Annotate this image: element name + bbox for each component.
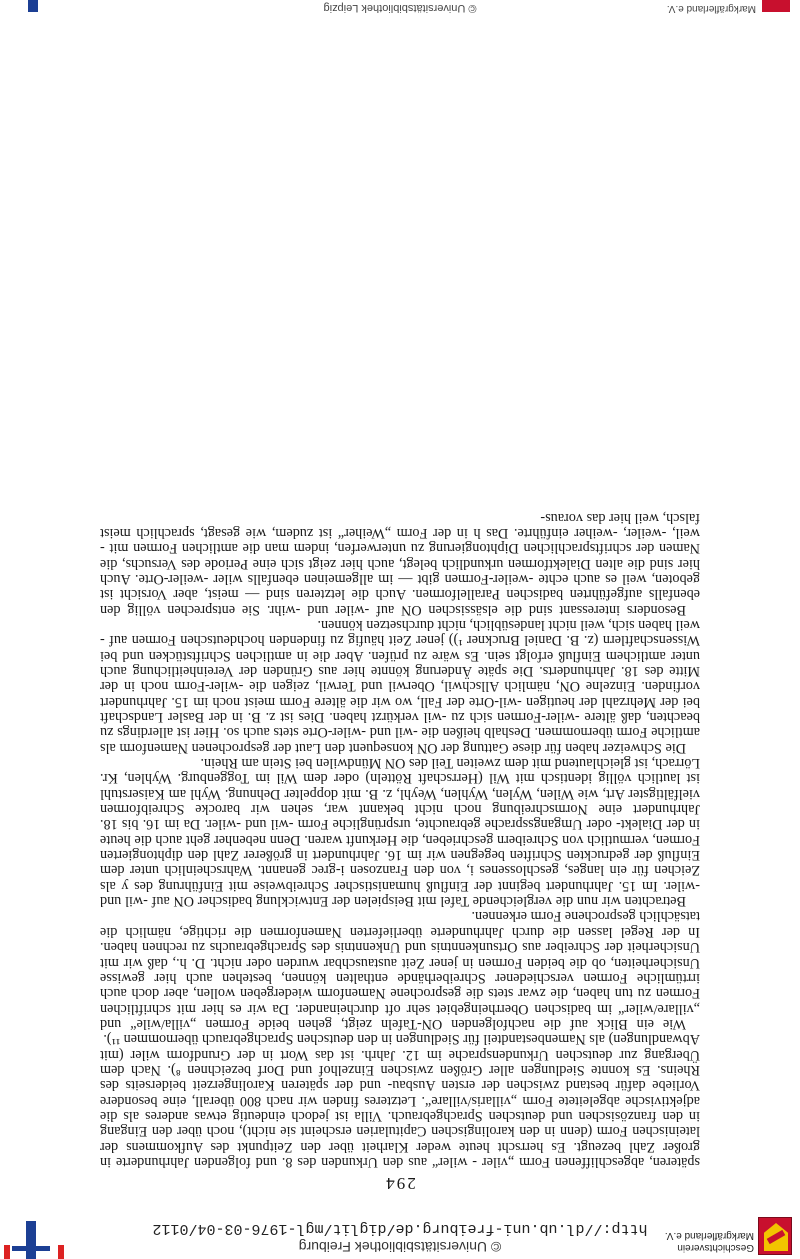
- society-logo-icon: [758, 1217, 792, 1255]
- copyright-notice: © Universitätsbibliothek Freiburg: [298, 1239, 502, 1255]
- library-logo-icon: [28, 0, 38, 12]
- footer-copyright: © Universitätsbibliothek Leipzig: [323, 2, 477, 14]
- paragraph: späteren, abgeschliffenen Form „viler - wiler“ aus den Urkunden des 8. und folgenden Jahrhunderte in großer Zahl bezeugt. Es herrscht heute weder Klarheit über den Zeitpunkt des Aufkommens der lateinischen Form (denn in den karolingischen Capitularien erscheint sie nicht), noch über den Eingang in den französischen und deutschen Sprachgebrauch. Villa ist jedoch eindeutig etwas anderes als die adjektivische abgeleitete Form „villaris/villare“. Letzteres finden wir nach 800 überall, eine besondere Vorliebe dafür bestand zwischen der ersten Ausbau- und der späteren Karolingerzeit beiderseits des Rheins. Es konnte Siedlungen aller Größen zwischen Einzelhof und Dorf bezeichnen ⁸). Nach dem Übergang zur deutschen Urkundensprache im 12. Jahrh. ist das Wort in der Grundform wiler (mit Abwandlungen) als Namenbestandteil für Siedlungen in den deutschen Sprachgebrauch übernommen ¹¹).: [100, 1031, 700, 1170]
- library-logo-icon: [26, 1221, 36, 1259]
- red-marker-icon: [58, 1245, 64, 1259]
- paragraph: Wie ein Blick auf die nachfolgenden ON-Tafeln zeigt, gehen beide Formen „villa/wile“ und „villare/wiler“ im badischen Oberrheingebiet sehr oft durcheinander. Da wir es hier mit schriftlichen Formen zu tun haben, die zwar stets die gesprochene Namenform wiedergeben wollen, aber doch auch irrtümliche Formen verschiedener Schreiberhände enthalten können, bestehen auch hier gewisse Unsicherheiten, ob die beiden Formen in jener Zeit austauschbar wurden oder nicht. D. h., daß wir mit Unsicherheit der Schreiber aus Ortsunkenntnis und Unkenntnis des Sprachgebrauchs zu rechnen haben. In der Regel lassen die durch Jahrhunderte überlieferten Namenformen die richtige, nämlich die tatsächlich gesprochene Form erkennen.: [100, 908, 700, 1032]
- page-number: 294: [384, 1174, 416, 1193]
- paragraph: Besonders interessant sind die elsässischen ON auf -wiler und -wihr. Sie entsprechen völlig den ebenfalls aufgeführten badischen Parallelformen. Auch die letzteren sind — meist, aber Vorsicht ist geboten, weil es auch echte -weiler-Formen gibt — im allgemeinen ebenfalls wiler -weiler-Orte. Auch hier sind die alten Dialektformen urkundlich belegt, auch hier zeigt sich eine Periode des Versuchs, die Namen der schriftsprachlichen Diphtongierung zu unterwerfen, indem man die amtlichen Formen mit -weil, -weiler, -weiher einführte. Das h in der Form „Weiher“ ist zudem, wie gesagt, sprachlich meist falsch, weil hier das voraus-: [100, 509, 700, 618]
- page-body: [100, 509, 700, 1169]
- red-marker-icon: [4, 1245, 10, 1259]
- paragraph: Betrachten wir nun die vergleichende Tafel mit Beispielen der Entwicklung badischer ON auf -wil und -wiler. Im 15. Jahrhundert beginnt der Einfluß humanistischer Schreibweise mit Einführung des y als Zeichen für ein langes, geschlossenes i, von den Franzosen i-grec genannt. Wahrscheinlich unter dem Einfluß der gedruckten Schriften begegnen wir im 16. Jahrhundert in größerer Zahl den diphtongierten Formen, vermutlich von Schreibern geschrieben, die Herkunft waren. Denn nebenher geht auch die heute in der Dialekt- oder Umgangssprache gebrauchte, ursprüngliche Form -wil und -wiler. Da im 16. bis 18. Jahrhundert eine Normschreibung noch nicht bekannt war, sehen wir barocke Schreibformen vielfältigster Art, wie Wilen, Wylen, Wyhlen, Weyhl, z. B. mit doppelter Dehnung. Wyhl am Kaiserstuhl ist lautlich völlig identisch mit Wil (Herrschaft Rötteln) oder dem Wil im Toggenburg. Wyhlen, Kr. Lörrach, ist gleichlautend mit dem zweiten Teil des ON Mündwilen bei Stein am Rhein.: [100, 755, 700, 910]
- viewer-header: [0, 1214, 800, 1259]
- viewer-footer: [0, 0, 800, 14]
- paragraph: Die Schweizer haben für diese Gattung der ON konsequent den Laut der gesprochenen Namenform als amtliche Form übernommen. Deshalb heißen die -wil und -wiler-Orte stets auch so. Hier ist allerdings zu beachten, daß ältere -wiler-Formen sich zu -wil verkürzt haben. Dies ist z. B. in der Basler Landschaft bei der Mehrzahl der heutigen -wil-Orte der Fall, wo wir die ältere Form meist noch im 15. Jahrhundert vorfinden. Einzelne ON, nämlich Allschwil, Oberwil und Terwil, zeigen die -wiler-Form noch in der Mitte des 18. Jahrhunderts. Die späte Änderung könnte hier aus Gründen der Vereinheitlichung auch unter amtlichem Einfluß erfolgt sein. Es wäre zu prüfen. Aber die in amtlichen Schriftstücken und bei Wissenschaftlern (z. B. Daniel Bruckner ¹)) jener Zeit häufig zu findenden hochdeutschen Formen auf -weil haben sich, weil nicht landesüblich, nicht durchsetzen können.: [100, 616, 700, 756]
- society-logo-icon: [762, 0, 790, 12]
- document-url-link[interactable]: http://dl.ub.uni-freiburg.de/diglit/mgl-1976-03-04/0112: [152, 1220, 648, 1237]
- footer-society-name: Markgräflerland e.V.: [666, 3, 756, 14]
- society-name: Geschichtsverein Markgräflerland e.V.: [664, 1230, 754, 1253]
